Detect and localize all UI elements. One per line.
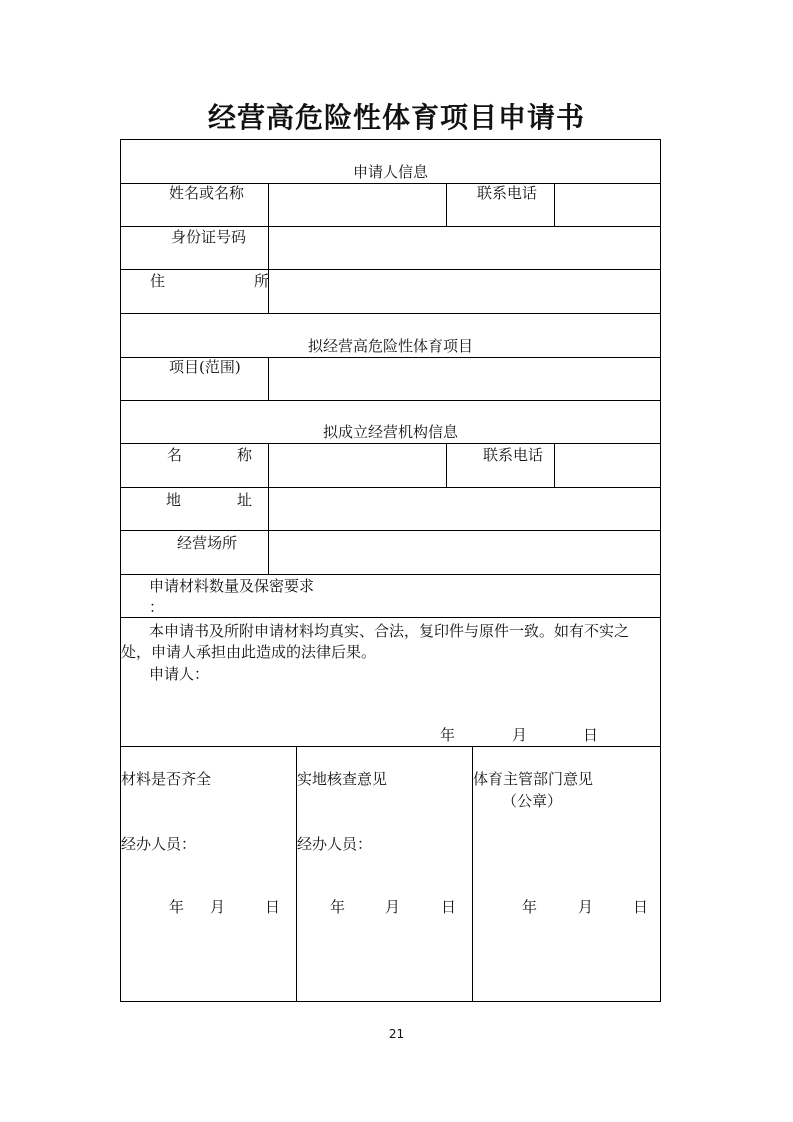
table-border-right xyxy=(660,139,661,1002)
declaration-text-line2: 处，申请人承担由此造成的法律后果。 xyxy=(121,643,377,661)
row-divider xyxy=(120,574,661,575)
declaration-day: 日 xyxy=(583,726,599,744)
review-year: 年 xyxy=(330,898,346,916)
table-border-bottom xyxy=(120,1001,661,1002)
materials-colon: ： xyxy=(149,598,165,616)
column-divider xyxy=(268,443,269,574)
column-divider xyxy=(554,183,555,226)
applicant-section-title: 申请人信息 xyxy=(352,163,428,181)
column-divider xyxy=(268,357,269,400)
applicant-name-label: 姓名或名称 xyxy=(169,184,245,202)
handler-label: 经办人员： xyxy=(121,835,197,853)
row-divider xyxy=(120,400,661,401)
applicant-id-label: 身份证号码 xyxy=(171,228,247,246)
review-month: 月 xyxy=(578,898,594,916)
org-name-label: 名 xyxy=(167,446,183,464)
column-divider xyxy=(446,443,447,487)
row-divider xyxy=(120,269,661,270)
project-scope-label: 项目(范围) xyxy=(169,358,241,376)
handler-label: 经办人员： xyxy=(297,835,373,853)
applicant-address-label: 所 xyxy=(254,272,270,290)
review-month: 月 xyxy=(385,898,401,916)
declaration-month: 月 xyxy=(512,726,528,744)
row-divider xyxy=(120,313,661,314)
org-address-label: 址 xyxy=(237,491,253,509)
review-year: 年 xyxy=(169,898,185,916)
review-day: 日 xyxy=(265,898,281,916)
table-border-left xyxy=(120,139,121,1002)
official-seal-note: （公章） xyxy=(502,792,563,810)
org-phone-label: 联系电话 xyxy=(483,446,544,464)
materials-complete-title: 材料是否齐全 xyxy=(121,770,212,788)
materials-label: 申请材料数量及保密要求 xyxy=(149,577,315,595)
page-number: 21 xyxy=(388,1027,405,1041)
review-day: 日 xyxy=(633,898,649,916)
row-divider xyxy=(120,443,661,444)
applicant-signature-label: 申请人： xyxy=(149,665,210,683)
onsite-check-title: 实地核查意见 xyxy=(297,770,388,788)
application-form-table xyxy=(120,139,661,1002)
org-name-label: 称 xyxy=(237,446,253,464)
review-year: 年 xyxy=(522,898,538,916)
org-section-title: 拟成立经营机构信息 xyxy=(322,423,458,441)
review-month: 月 xyxy=(210,898,226,916)
table-border-top xyxy=(120,139,661,140)
column-divider xyxy=(554,443,555,487)
column-divider xyxy=(268,183,269,313)
declaration-text-line1: 本申请书及所附申请材料均真实、合法，复印件与原件一致。如有不实之 xyxy=(149,622,630,640)
row-divider xyxy=(120,530,661,531)
row-divider xyxy=(120,746,661,747)
review-day: 日 xyxy=(441,898,457,916)
column-divider xyxy=(446,183,447,226)
applicant-phone-label: 联系电话 xyxy=(477,184,538,202)
row-divider xyxy=(120,487,661,488)
declaration-year: 年 xyxy=(440,726,456,744)
project-section-title: 拟经营高危险性体育项目 xyxy=(307,337,473,355)
row-divider xyxy=(120,226,661,227)
org-venue-label: 经营场所 xyxy=(177,534,238,552)
org-address-label: 地 xyxy=(166,491,182,509)
sports-authority-title: 体育主管部门意见 xyxy=(473,770,594,788)
applicant-address-label: 住 xyxy=(150,272,166,290)
document-title: 经营高危险性体育项目申请书 xyxy=(207,101,585,134)
row-divider xyxy=(120,617,661,618)
